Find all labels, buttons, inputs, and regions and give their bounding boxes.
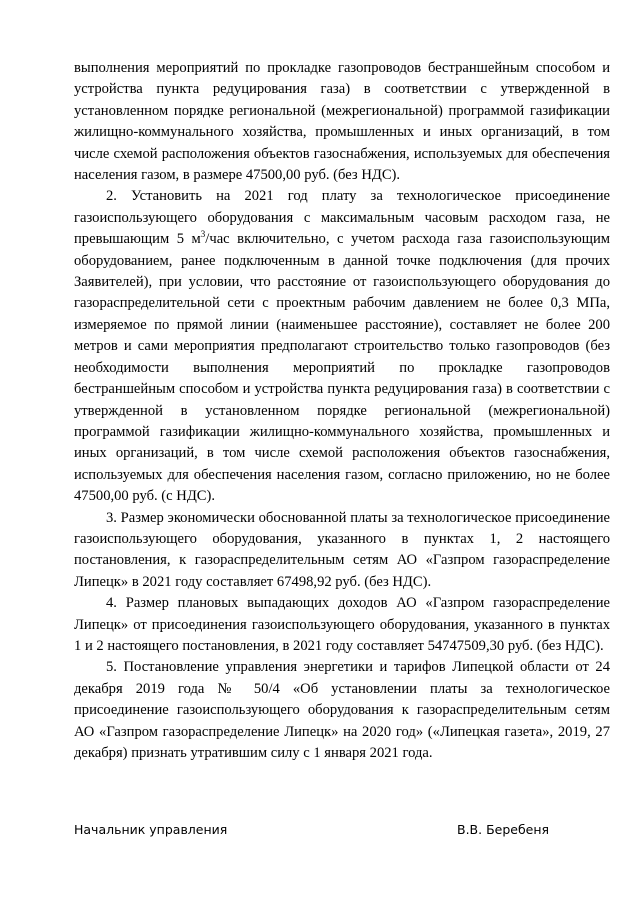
- paragraph-intro: выполнения мероприятий по прокладке газопроводов бестраншейным способом и устройства пункта редуцирования газа) в соответствии с утвержденной в установленном порядке региональной (межрегиональной) программой газификации жилищно-коммунального хозяйства, промышленных и иных организаций, в том числе схемой расположения объектов газоснабжения, используемых для обеспечения населения газом, в размере 47500,00 руб. (без НДС).: [74, 60, 610, 184]
- superscript-3: 3: [200, 229, 206, 240]
- paragraph-3: 3. Размер экономически обоснованной платы за технологическое присоединение газоиспользующего оборудования, указанного в пунктах 1, 2 настоящего постановления, к газораспределительным сетям АО «Газпром газораспределение Липецк» в 2021 году составляет 67498,92 руб. (без НДС).: [74, 509, 610, 590]
- signatory-name: В.В. Беребеня: [457, 822, 550, 837]
- paragraph-2-start: 2. Установить на 2021 год плату за технологическое присоединение газоиспользующего оборудования с максимальным часовым расходом газа, не превышающим 5 м: [74, 188, 610, 248]
- paragraph-5: 5. Постановление управления энергетики и тарифов Липецкой области от 24 декабря 2019 года № 50/4 «Об установлении платы за технологическое присоединение газоиспользующего оборудования к газораспределительным сетям АО «Газпром газораспределение Липецк» на 2020 год» («Липецкая газета», 2019, 27 декабря) признать утратившим силу с 1 января 2021 года.: [74, 659, 610, 761]
- paragraph-4: 4. Размер плановых выпадающих доходов АО «Газпром газораспределение Липецк» от присоединения газоиспользующего оборудования, указанного в пунктах 1 и 2 настоящего постановления, в 2021 году составляет 54747509,30 руб. (без НДС).: [74, 595, 610, 654]
- paragraph-2: [74, 186, 610, 507]
- paragraph-2-end: /час включительно, с учетом расхода газа газоиспользующим оборудованием, ранее подключенным в данной точке подключения (для прочих Заявителей), при условии, что расстояние от газоиспользующего оборудования до газораспределительной сети с проектным рабочим давлением не более 0,3 МПа, измеряемое по прямой линии (наименьшее расстояние), составляет не более 200 метров и сами мероприятия предполагают строительство только газопроводов (без необходимости выполнения мероприятий по прокладке газопроводов бестраншейным способом и устройства пункта редуцирования газа) в соответствии с утвержденной в установленном порядке региональной (межрегиональной) программой газификации жилищно-коммунального хозяйства, промышленных и иных организаций, в том числе схемой расположения объектов газоснабжения, используемых для обеспечения населения газом, согласно приложению, но не более 47500,00 руб. (с НДС).: [74, 231, 610, 505]
- signatory-title: Начальник управления: [74, 822, 228, 837]
- document-body: [74, 58, 610, 764]
